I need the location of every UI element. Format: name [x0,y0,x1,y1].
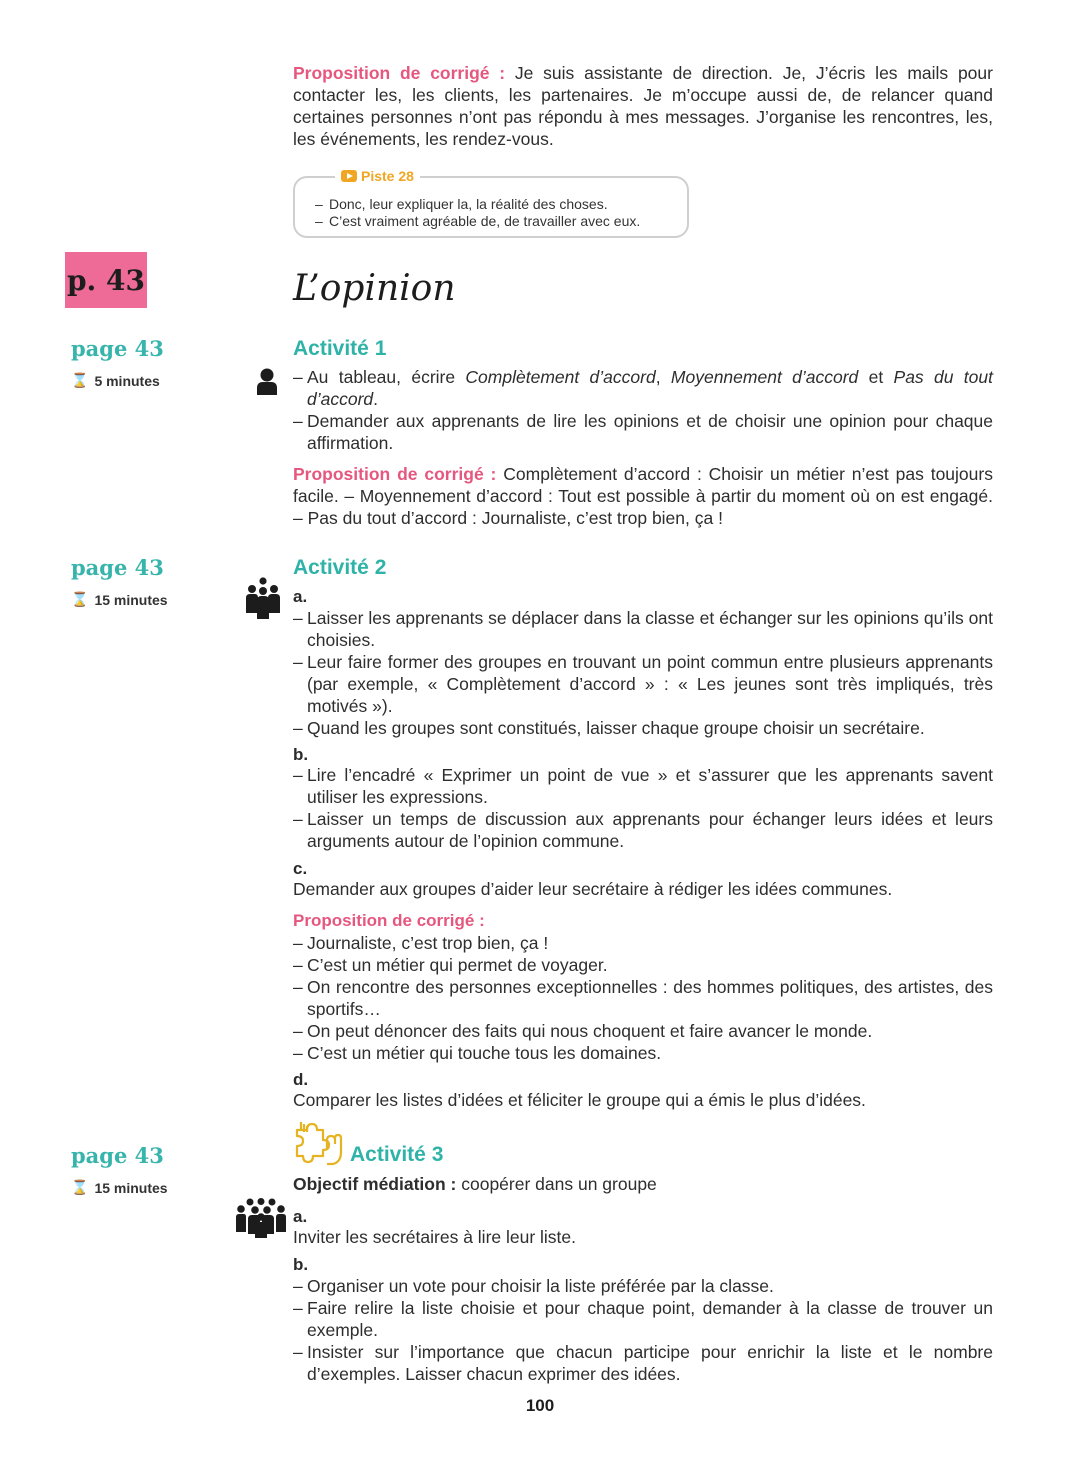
correction-label: Proposition de corrigé : [293,464,497,484]
list-item: – On peut dénoncer des faits qui nous choquent et faire avancer le monde. [293,1020,993,1042]
single-person-icon [256,368,278,396]
objective-text: coopérer dans un groupe [461,1174,657,1194]
side-page-ref: page 43 [71,1143,164,1168]
puzzle-hands-icon [293,1120,345,1166]
large-group-icon [236,1198,286,1238]
step-label-a: a. [293,1207,308,1226]
list-item: – Faire relire la liste choisie et pour chaque point, demander à la classe de trouver un exemple. [293,1297,993,1341]
step-label-b: b. [293,745,309,764]
activity-title: Activité 2 [293,556,387,579]
correction-text: Je suis assistante de direction. Je, J’écris les mails pour contacter les, les clients, les partenaires. Je m’occupe aussi de, de relancer quand certaines personnes n’ont pas répondu à mes messages. J’organise les rencontres, les, les événements, les rendez-vous. [293,63,993,149]
audio-track-name: Piste 28 [361,168,414,184]
list-item: – Laisser les apprenants se déplacer dans la classe et échanger sur les opinions qu’ils ont choisies. [293,607,993,651]
top-correction [293,62,993,150]
activity-title: Activité 1 [293,337,387,360]
activity-3-b-steps [293,1275,993,1385]
list-item: – Laisser un temps de discussion aux apprenants pour échanger leurs idées et leurs arguments autour de l’opinion commune. [293,808,993,852]
side-page-ref: page 43 [71,555,164,580]
step-label-b: b. [293,1255,309,1274]
step-label-d: d. [293,1070,309,1089]
correction-text: Complètement d’accord : Choisir un métier n’est pas toujours facile. – Moyennement d’accord : Tout est possible à partir du moment où on est engagé. – Pas du tout d’accord : Journaliste, c’est trop bien, ça ! [293,464,993,528]
list-item: – Insister sur l’importance que chacun participe pour enrichir la liste et le nombre d’exemples. Laisser chacun exprimer des idées. [293,1341,993,1385]
duration [71,372,160,389]
hourglass-icon: ⌛ [71,1179,89,1195]
list-item: – Leur faire former des groupes en trouvant un point commun entre plusieurs apprenants (par exemple, « Complètement d’accord » : « Les jeunes sont très impliqués, très motivés »). [293,651,993,717]
correction-label: Proposition de corrigé : [293,911,485,930]
list-item: – On rencontre des personnes exceptionnelles : des hommes politiques, des artistes, des sportifs… [293,976,993,1020]
objective-label: Objectif médiation : [293,1174,457,1194]
step-c-text: Demander aux groupes d’aider leur secrétaire à rédiger les idées communes. [293,879,893,899]
step-a-text: Inviter les secrétaires à lire leur liste. [293,1227,577,1247]
play-icon [341,170,357,182]
page-tag: p. 43 [65,252,147,308]
transcript-lines [315,196,675,230]
list-item: – Journaliste, c’est trop bien, ça ! [293,932,993,954]
side-page-ref: page 43 [71,336,164,361]
activity-2-correction-list [293,932,993,1064]
mediation-objective [293,1173,993,1195]
group-icon [246,577,280,619]
duration [71,1179,168,1196]
activity-1-steps [293,366,993,454]
duration [71,591,168,608]
activity-2-a-steps [293,607,993,739]
list-item: – Demander aux apprenants de lire les opinions et de choisir une opinion pour chaque affirmation. [293,410,993,454]
hourglass-icon: ⌛ [71,372,89,388]
duration-text: 15 minutes [94,591,168,608]
list-item: – C’est un métier qui touche tous les domaines. [293,1042,993,1064]
list-item: – Organiser un vote pour choisir la liste préférée par la classe. [293,1275,993,1297]
list-item: – Quand les groupes sont constitués, laisser chaque groupe choisir un secrétaire. [293,717,993,739]
audio-transcript-box [293,168,689,238]
list-item: – Au tableau, écrire Complètement d’accord, Moyennement d’accord et Pas du tout d’accord. [293,366,993,410]
activity-2-b-steps [293,764,993,852]
transcript-line: – C’est vraiment agréable de, de travailler avec eux. [315,213,675,230]
section-title: L’opinion [293,268,456,309]
activity-title: Activité 3 [350,1143,444,1166]
duration-text: 5 minutes [94,372,160,389]
page-number: 100 [525,1396,555,1415]
list-item: – C’est un métier qui permet de voyager. [293,954,993,976]
audio-track-label[interactable] [335,168,420,184]
activity-1-correction [293,463,993,529]
correction-label: Proposition de corrigé : [293,63,506,83]
transcript-line: – Donc, leur expliquer la, la réalité des choses. [315,196,675,213]
step-label-c: c. [293,859,308,878]
list-item: – Lire l’encadré « Exprimer un point de vue » et s’assurer que les apprenants savent utiliser les expressions. [293,764,993,808]
hourglass-icon: ⌛ [71,591,89,607]
duration-text: 15 minutes [94,1179,168,1196]
step-d-text: Comparer les listes d’idées et féliciter le groupe qui a émis le plus d’idées. [293,1090,866,1110]
step-label-a: a. [293,587,308,606]
